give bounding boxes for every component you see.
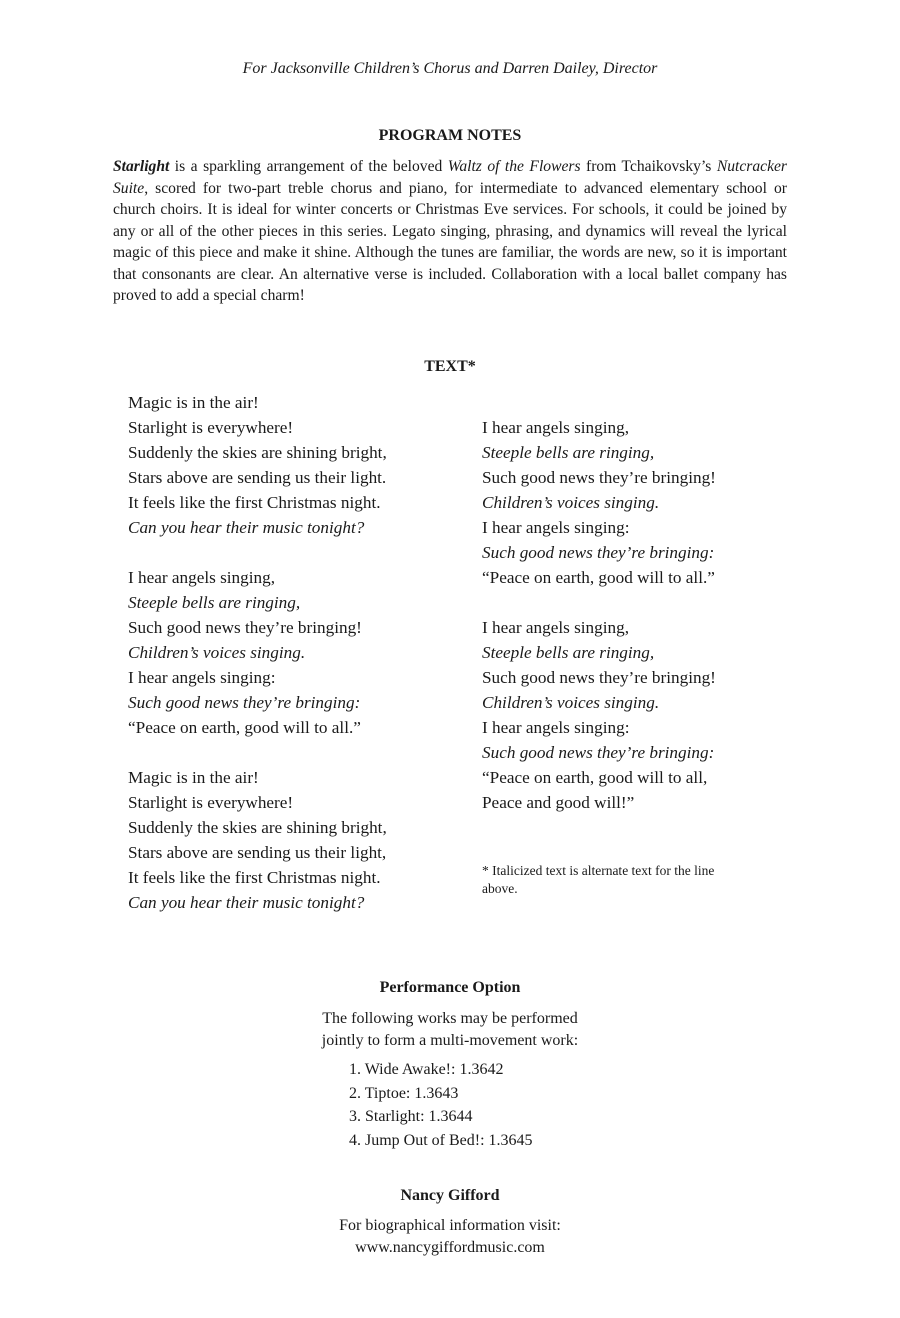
performance-option-heading: Performance Option xyxy=(379,979,521,996)
alternate-lyric-line: Such good news they’re bringing: xyxy=(482,743,715,762)
lyric-line: Starlight is everywhere! xyxy=(128,793,294,812)
bio-line: For biographical information visit: xyxy=(339,1217,561,1234)
lyric-line: I hear angels singing: xyxy=(482,518,630,537)
lyric-stanza xyxy=(128,765,458,915)
lyric-stanza xyxy=(482,615,812,815)
lyric-line: Suddenly the skies are shining bright, xyxy=(128,443,387,462)
lyric-line: “Peace on earth, good will to all.” xyxy=(482,568,715,587)
notes-text-3: , scored for two-part treble chorus and piano, for intermediate to advanced elementary school or church choirs. It is ideal for winter concerts or Christmas Eve services. For schools, it could be joined by any or all of the other pieces in this series. Legato singing, phrasing, and dynamics will reveal the lyrical magic of this piece and make it shine. Although the tunes are familiar, the words are new, so it is important that consonants are clear. An alternative verse is included. Collaboration with a local ballet company has proved to add a special charm! xyxy=(113,179,787,304)
lyric-line: I hear angels singing, xyxy=(128,568,276,587)
lyric-line: Peace and good will!” xyxy=(482,793,635,812)
dedication: For Jacksonville Children’s Chorus and Darren Dailey, Director xyxy=(242,60,658,77)
composer-bio xyxy=(0,1215,900,1259)
work-item: 1. Wide Awake!: 1.3642 xyxy=(349,1061,504,1078)
lyric-line: I hear angels singing: xyxy=(128,668,276,687)
alternate-lyric-line: Children’s voices singing. xyxy=(128,643,306,662)
work-item: 3. Starlight: 1.3644 xyxy=(349,1108,473,1125)
composer-website: www.nancygiffordmusic.com xyxy=(355,1239,545,1256)
italic-footnote: * Italicized text is alternate text for the line above. xyxy=(482,863,715,896)
lyric-line: Suddenly the skies are shining bright, xyxy=(128,818,387,837)
lyric-line: It feels like the first Christmas night. xyxy=(128,868,381,887)
work-item: 4. Jump Out of Bed!: 1.3645 xyxy=(349,1131,533,1149)
lyric-line: I hear angels singing, xyxy=(482,618,630,637)
alternate-lyric-line: Such good news they’re bringing: xyxy=(482,543,715,562)
lyric-line: Stars above are sending us their light. xyxy=(128,468,387,487)
alternate-lyric-line: Can you hear their music tonight? xyxy=(128,893,365,912)
lyric-line: Magic is in the air! xyxy=(128,393,259,412)
lyric-line: It feels like the first Christmas night. xyxy=(128,493,381,512)
suite-title: Nutcracker Suite xyxy=(113,158,787,197)
lyric-line: “Peace on earth, good will to all.” xyxy=(128,718,361,737)
text-heading: TEXT* xyxy=(424,358,476,375)
lyric-line: Such good news they’re bringing! xyxy=(128,618,362,637)
lyric-line: “Peace on earth, good will to all, xyxy=(482,768,708,787)
alternate-lyric-line: Steeple bells are ringing, xyxy=(128,593,301,612)
lyrics-right-column xyxy=(482,415,812,840)
lyric-line: Stars above are sending us their light, xyxy=(128,843,387,862)
alternate-lyric-line: Children’s voices singing. xyxy=(482,693,660,712)
waltz-title: Waltz of the Flowers xyxy=(447,158,581,175)
lyrics-left-column xyxy=(128,390,458,940)
lyric-line: Starlight is everywhere! xyxy=(128,418,294,437)
alternate-lyric-line: Steeple bells are ringing, xyxy=(482,643,655,662)
description-line: The following works may be performed xyxy=(322,1010,578,1027)
lyric-line: I hear angels singing: xyxy=(482,718,630,737)
alternate-lyric-line: Can you hear their music tonight? xyxy=(128,518,365,537)
piece-title: Starlight xyxy=(113,158,170,175)
lyric-line: Such good news they’re bringing! xyxy=(482,468,716,487)
description-line: jointly to form a multi-movement work: xyxy=(321,1031,579,1049)
program-notes-heading: PROGRAM NOTES xyxy=(378,127,522,144)
lyric-stanza xyxy=(128,565,458,740)
lyric-stanza xyxy=(128,390,458,540)
lyric-line: I hear angels singing, xyxy=(482,418,630,437)
alternate-lyric-line: Children’s voices singing. xyxy=(482,493,660,512)
alternate-lyric-line: Steeple bells are ringing, xyxy=(482,443,655,462)
program-notes-paragraph xyxy=(113,156,787,307)
alternate-lyric-line: Such good news they’re bringing: xyxy=(128,693,361,712)
composer-name: Nancy Gifford xyxy=(400,1187,500,1204)
performance-option-description xyxy=(0,1008,900,1051)
notes-text-2: from Tchaikovsky’s xyxy=(580,158,717,175)
notes-text-1: is a sparkling arrangement of the beloved xyxy=(169,158,448,175)
lyric-line: Such good news they’re bringing! xyxy=(482,668,716,687)
work-item: 2. Tiptoe: 1.3643 xyxy=(349,1084,459,1102)
works-list xyxy=(349,1058,649,1152)
lyric-line: Magic is in the air! xyxy=(128,768,259,787)
lyric-stanza xyxy=(482,415,812,590)
